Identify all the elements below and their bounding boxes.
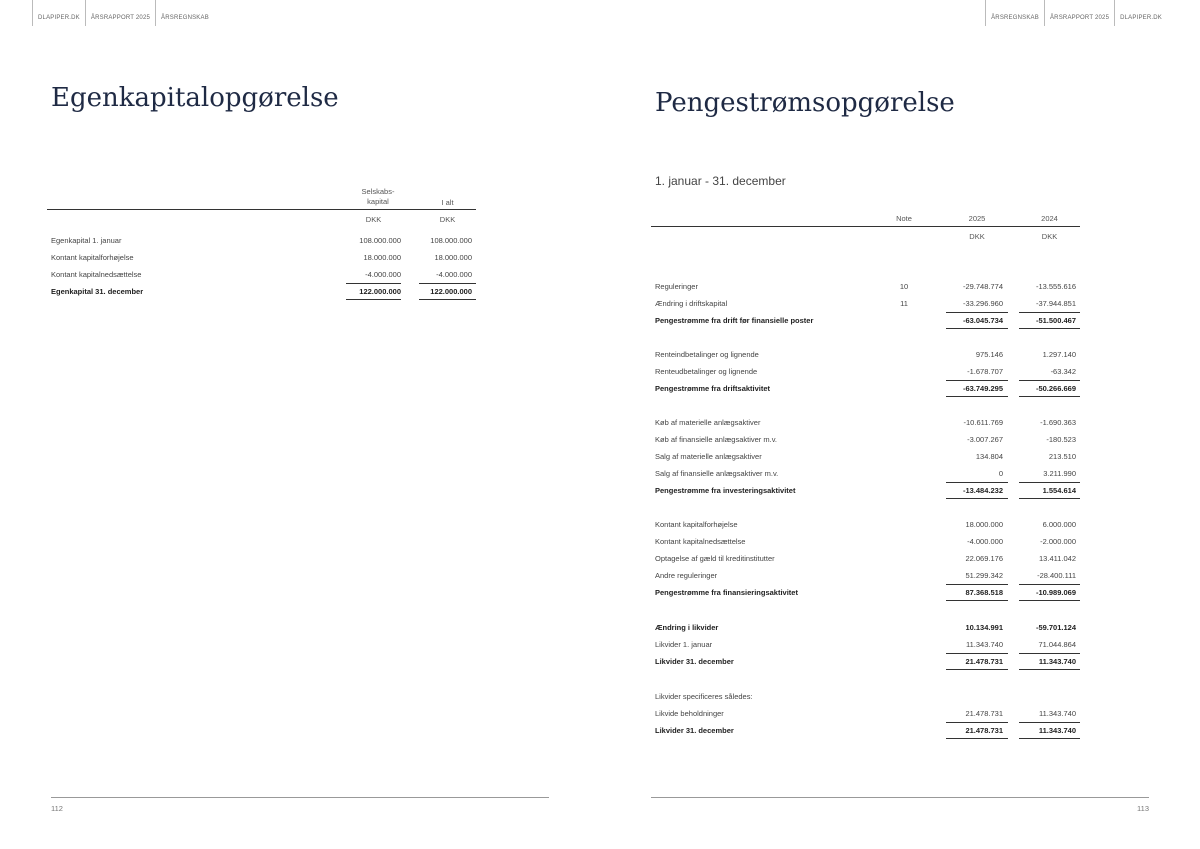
- table-row: [651, 346, 1080, 363]
- row-label: Pengestrømme fra finansieringsaktivitet: [655, 588, 798, 597]
- table-row: [651, 448, 1080, 465]
- footer-divider: [651, 797, 1149, 798]
- table-row-total: [47, 283, 476, 300]
- equity-title: Egenkapitalopgørelse: [51, 83, 339, 113]
- nav-link-financial-statements[interactable]: ÅRSREGNSKAB: [155, 0, 214, 26]
- row-value-2024: -1.690.363: [1040, 418, 1076, 427]
- row-value-2025: 11.343.740: [966, 640, 1003, 649]
- row-value-2024: 1.554.614: [1042, 486, 1076, 495]
- table-row-total: [651, 380, 1080, 397]
- col-header-share-capital: Selskabs- kapital: [361, 187, 395, 206]
- row-note: 11: [900, 299, 908, 308]
- row-value: -4.000.000: [436, 270, 472, 279]
- nav-link-site[interactable]: DLAPIPER.DK: [32, 0, 85, 26]
- row-value-2024: -63.342: [1050, 367, 1076, 376]
- table-row: [47, 266, 476, 283]
- row-value: -4.000.000: [365, 270, 401, 279]
- unit-label: DKK: [969, 232, 985, 241]
- row-value-2025: -63.749.295: [962, 384, 1003, 393]
- table-row: [47, 249, 476, 266]
- row-value-2024: 3.211.990: [1043, 469, 1076, 478]
- row-value-2025: 21.478.731: [965, 657, 1003, 666]
- cashflow-unit-row: [651, 227, 1080, 245]
- table-row: [651, 550, 1080, 567]
- row-value-2024: 71.044.864: [1038, 640, 1076, 649]
- row-value-2024: -59.701.124: [1035, 623, 1076, 632]
- cashflow-rows: [651, 278, 1080, 739]
- row-value-2025: 21.478.731: [965, 726, 1003, 735]
- row-value-2025: 0: [998, 469, 1003, 478]
- table-row: [651, 619, 1080, 636]
- row-value-2025: 18.000.000: [965, 520, 1003, 529]
- equity-table: [47, 186, 476, 300]
- equity-table-header: [47, 186, 476, 210]
- row-label: Renteudbetalinger og lignende: [655, 367, 758, 376]
- row-value-2025: 134.804: [975, 452, 1003, 461]
- table-row-total: [651, 482, 1080, 499]
- row-value-2025: 10.134.991: [965, 623, 1003, 632]
- row-label: Likvider 1. januar: [655, 640, 713, 649]
- header-nav-right: [985, 0, 1167, 26]
- row-label: Kontant kapitalforhøjelse: [655, 520, 738, 529]
- row-label: Egenkapital 31. december: [51, 287, 144, 296]
- row-label: Optagelse af gæld til kreditinstitutter: [655, 554, 775, 563]
- unit-label: DKK: [1041, 232, 1058, 241]
- footer-divider: [51, 797, 549, 798]
- table-row: [651, 465, 1080, 482]
- table-row: [651, 363, 1080, 380]
- row-value-2025: 975.146: [975, 350, 1003, 359]
- row-value-2024: -2.000.000: [1040, 537, 1076, 546]
- page-number: 112: [51, 804, 63, 813]
- row-value-2025: -1.678.707: [967, 367, 1003, 376]
- row-value-2025: -3.007.267: [967, 435, 1003, 444]
- row-value-2025: -10.611.769: [963, 418, 1003, 427]
- row-label: Salg af finansielle anlægsaktiver m.v.: [655, 469, 779, 478]
- row-label: Likvider 31. december: [655, 726, 734, 735]
- row-label: Egenkapital 1. januar: [51, 236, 122, 245]
- row-label: Pengestrømme fra investeringsaktivitet: [655, 486, 796, 495]
- unit-label: DKK: [365, 215, 382, 224]
- table-row: [651, 636, 1080, 653]
- row-value-2025: -33.296.960: [962, 299, 1003, 308]
- table-row: [651, 278, 1080, 295]
- table-row-total: [651, 312, 1080, 329]
- row-label: Pengestrømme fra drift før finansielle poster: [655, 316, 814, 325]
- row-value: 122.000.000: [430, 287, 472, 296]
- row-value: 18.000.000: [363, 253, 401, 262]
- row-value-2025: -4.000.000: [967, 537, 1003, 546]
- row-label: Køb af materielle anlægsaktiver: [655, 418, 761, 427]
- row-value-2024: -37.944.851: [1035, 299, 1076, 308]
- header-nav-left: [32, 0, 214, 26]
- table-row: [651, 567, 1080, 584]
- row-value-2025: 21.478.731: [965, 709, 1003, 718]
- unit-label: DKK: [439, 215, 456, 224]
- row-label: Salg af materielle anlægsaktiver: [655, 452, 762, 461]
- row-label: Pengestrømme fra driftsaktivitet: [655, 384, 771, 393]
- row-value-2024: 6.000.000: [1042, 520, 1076, 529]
- row-label: Kontant kapitalnedsættelse: [51, 270, 142, 279]
- row-label: Likvide beholdninger: [655, 709, 724, 718]
- row-value-2025: 87.368.518: [965, 588, 1003, 597]
- row-value-2024: 1.297.140: [1042, 350, 1076, 359]
- table-row: [651, 688, 1080, 705]
- nav-link-annual-report[interactable]: ÅRSRAPPORT 2025: [1044, 0, 1114, 26]
- row-value-2024: 13.411.042: [1039, 554, 1076, 563]
- nav-link-financial-statements[interactable]: ÅRSREGNSKAB: [985, 0, 1044, 26]
- row-label: Ændring i driftskapital: [655, 299, 728, 308]
- row-label: Reguleringer: [655, 282, 698, 291]
- cashflow-table-header: [651, 210, 1080, 227]
- row-value-2025: -63.045.734: [962, 316, 1003, 325]
- cashflow-table: [651, 210, 1080, 739]
- row-value-2024: -51.500.467: [1035, 316, 1076, 325]
- col-header-2024: 2024: [1041, 214, 1058, 223]
- row-value: 122.000.000: [359, 287, 401, 296]
- table-row-total: [651, 722, 1080, 739]
- row-label: Likvider 31. december: [655, 657, 734, 666]
- row-label: Likvider specificeres således:: [655, 692, 753, 701]
- table-row-total: [651, 584, 1080, 601]
- col-header-total: I alt: [441, 198, 454, 207]
- row-value-2024: -10.989.069: [1035, 588, 1076, 597]
- page-number: 113: [1137, 804, 1149, 813]
- row-value-2025: -13.484.232: [962, 486, 1003, 495]
- table-row: [651, 295, 1080, 312]
- row-value: 18.000.000: [434, 253, 472, 262]
- row-value-2024: 11.343.740: [1038, 657, 1076, 666]
- row-label: Andre reguleringer: [655, 571, 718, 580]
- table-row: [47, 232, 476, 249]
- row-value-2024: 213.510: [1048, 452, 1076, 461]
- col-header-2025: 2025: [968, 214, 986, 223]
- col-header-note: Note: [896, 214, 912, 223]
- nav-link-annual-report[interactable]: ÅRSRAPPORT 2025: [85, 0, 155, 26]
- table-row-total: [651, 653, 1080, 670]
- row-value-2025: -29.748.774: [962, 282, 1003, 291]
- cashflow-title: Pengestrømsopgørelse: [655, 88, 955, 118]
- row-label: Ændring i likvider: [655, 623, 719, 632]
- row-label: Renteindbetalinger og lignende: [655, 350, 759, 359]
- row-note: 10: [899, 282, 909, 291]
- row-value: 108.000.000: [430, 236, 472, 245]
- nav-link-site[interactable]: DLAPIPER.DK: [1114, 0, 1167, 26]
- row-label: Køb af finansielle anlægsaktiver m.v.: [655, 435, 777, 444]
- table-row: [651, 705, 1080, 722]
- row-value-2024: -13.555.616: [1035, 282, 1076, 291]
- row-label: Kontant kapitalforhøjelse: [51, 253, 134, 262]
- row-value: 108.000.000: [359, 236, 401, 245]
- cashflow-period: 1. januar - 31. december: [655, 174, 786, 188]
- row-value-2024: 11.343.740: [1039, 709, 1076, 718]
- row-value-2024: -28.400.111: [1037, 571, 1076, 580]
- row-value-2024: 11.343.740: [1038, 726, 1076, 735]
- row-value-2025: 51.299.342: [965, 571, 1003, 580]
- row-value-2024: -180.523: [1046, 435, 1076, 444]
- equity-unit-row: [47, 210, 476, 230]
- row-value-2024: -50.266.669: [1035, 384, 1076, 393]
- row-label: Kontant kapitalnedsættelse: [655, 537, 746, 546]
- table-row: [651, 431, 1080, 448]
- table-row: [651, 414, 1080, 431]
- table-row: [651, 533, 1080, 550]
- row-value-2025: 22.069.176: [965, 554, 1003, 563]
- table-row: [651, 516, 1080, 533]
